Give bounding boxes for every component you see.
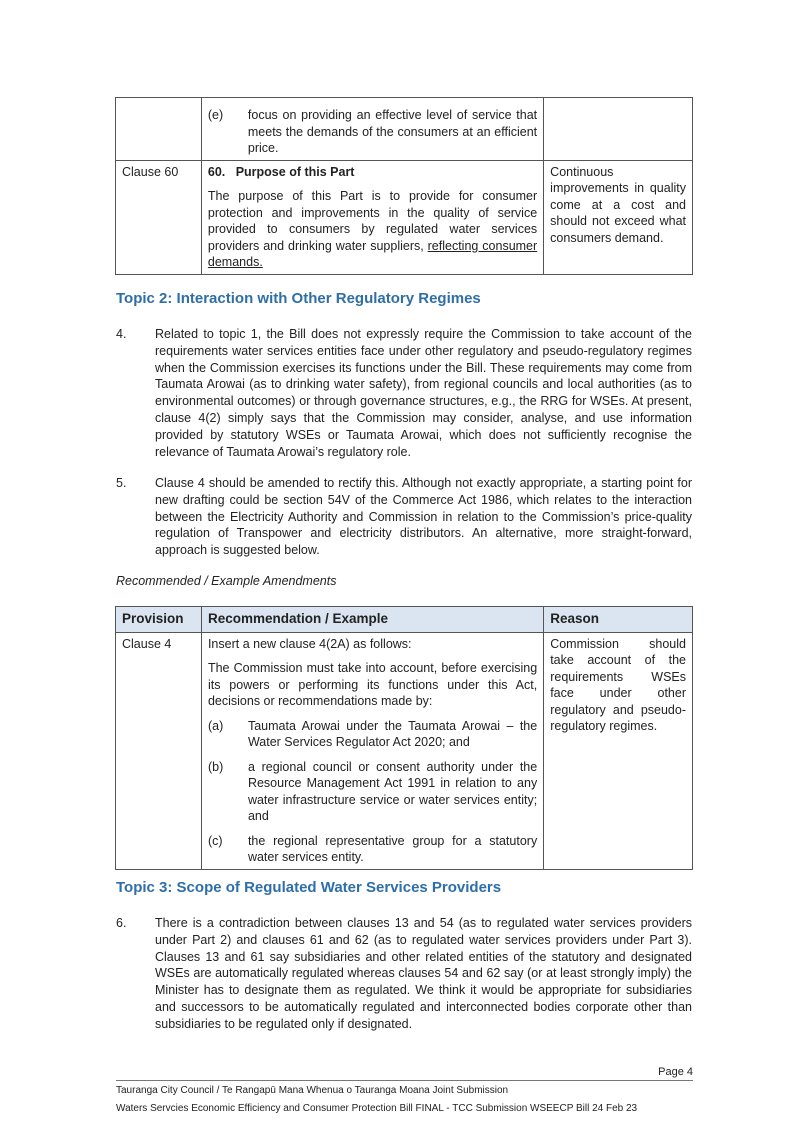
list-item — [208, 759, 537, 825]
recommendation-cell — [201, 632, 543, 869]
paragraph-text: There is a contradiction between clauses 13 and 54 (as to regulated water services providers under Part 2) and clauses 61 and 62 (as to regulated water services providers under Part 3). Clauses 13 and 61 say subsidiaries and other related entities of the statutory and designated WSEs are automatically regulated whereas clauses 54 and 62 say (or at least strongly imply) the Minister has to designate them as regulated. We think it would be appropriate for subsidiaries and successors to be automatically regulated and interconnected bodies corporate other than subsidiaries to be regulated only if designated. — [155, 916, 692, 1031]
paragraph-text: Related to topic 1, the Bill does not expressly require the Commission to take account of the requirements water services entities face under other regulatory and pseudo-regulatory regimes when the Commission exercises its functions under the Bill. These requirements may come from Taumata Arowai (as to drinking water safety), from regional councils and local authorities (as to environmental outcomes) or through governance structures, e.g., the RRG for WSEs. At present, clause 4(2) simply says that the Commission may consider, analyse, and use information provided by statutory WSEs or Taumata Arowai, which does not sufficiently recognise the relevance of Taumata Arowai’s regulatory role. — [155, 327, 692, 459]
clause-heading — [208, 164, 537, 181]
clause-text — [208, 188, 537, 271]
clause-text-plain: The purpose of this Part is to provide for consumer protection and improvements in the quality of service provided to consumers by regulated water services providers and drinking water suppliers, — [207, 189, 538, 253]
item-label: (a) — [207, 718, 224, 733]
recommendation-cell — [201, 160, 543, 274]
footer-line-2: Waters Servcies Economic Efficiency and Consumer Protection Bill FINAL - TCC Submission WSEECP Bill 24 Feb 23 — [116, 1103, 638, 1114]
amendments-table — [115, 606, 693, 870]
item-text: a regional council or consent authority under the Resource Management Act 1991 in relation to any water infrastructure service or water services entity; and — [247, 759, 538, 823]
item-text: the regional representative group for a statutory water services entity. — [247, 833, 538, 864]
topic-2-heading: Topic 2: Interaction with Other Regulatory Regimes — [116, 290, 481, 307]
list-item — [208, 833, 537, 866]
footer-line-1: Tauranga City Council / Te Rangapū Mana Whenua o Tauranga Moana Joint Submission — [116, 1085, 509, 1096]
item-label: (c) — [207, 833, 223, 848]
paragraph-4 — [116, 326, 692, 460]
paragraph-text: Clause 4 should be amended to rectify this. Although not exactly appropriate, a starting point for new drafting could be section 54V of the Commerce Act 1986, which relates to the interaction between the Electricity Authority and Commission in relation to the Commission’s price-quality regulation of Transpower and electricity distributors. An alternative, more straight-forward, approach is suggested below. — [155, 476, 692, 558]
table-row — [116, 98, 693, 161]
paragraph-number: 6. — [116, 916, 127, 930]
item-label: (b) — [207, 759, 224, 774]
reason-cell: Commission should take account of the requirements WSEs face under other regulatory and pseudo-regulatory regimes. — [544, 632, 693, 869]
provision-cell: Clause 4 — [116, 632, 202, 869]
footer-divider — [116, 1080, 693, 1081]
header-reason: Reason — [544, 607, 693, 633]
provision-cell: Clause 60 — [116, 160, 202, 274]
table-row — [116, 160, 693, 274]
list-item — [208, 718, 537, 751]
provision-cell — [116, 98, 202, 161]
item-text: focus on providing an effective level of service that meets the demands of the consumers at an efficient price. — [247, 108, 538, 155]
reason-cell: Continuous improvements in quality come at a cost and should not exceed what consumers demand. — [544, 160, 693, 274]
continuation-table — [115, 97, 693, 275]
item-text: Taumata Arowai under the Taumata Arowai – the Water Services Regulator Act 2020; and — [247, 718, 538, 749]
clause-number: 60. — [207, 164, 226, 179]
recommendation-intro: Insert a new clause 4(2A) as follows: — [207, 636, 412, 651]
paragraph-number: 4. — [116, 327, 127, 341]
topic-3-heading: Topic 3: Scope of Regulated Water Services Providers — [116, 879, 502, 896]
header-provision: Provision — [116, 607, 202, 633]
recommendation-lead: The Commission must take into account, before exercising its powers or performing its functions under this Act, decisions or recommendations made by: — [207, 661, 538, 708]
clause-text-underlined: reflecting consumer demands. — [207, 238, 538, 269]
paragraph-5 — [116, 475, 692, 559]
item-label: (e) — [207, 108, 224, 122]
page-number: Page 4 — [658, 1066, 693, 1078]
header-recommendation: Recommendation / Example — [201, 607, 543, 633]
paragraph-6 — [116, 915, 692, 1033]
reason-cell — [544, 98, 693, 161]
table-header-row — [116, 607, 693, 633]
clause-title: Purpose of this Part — [235, 164, 355, 179]
recommendation-cell — [201, 98, 543, 161]
amendments-caption: Recommended / Example Amendments — [116, 574, 337, 588]
paragraph-number: 5. — [116, 476, 127, 490]
table-row — [116, 632, 693, 869]
